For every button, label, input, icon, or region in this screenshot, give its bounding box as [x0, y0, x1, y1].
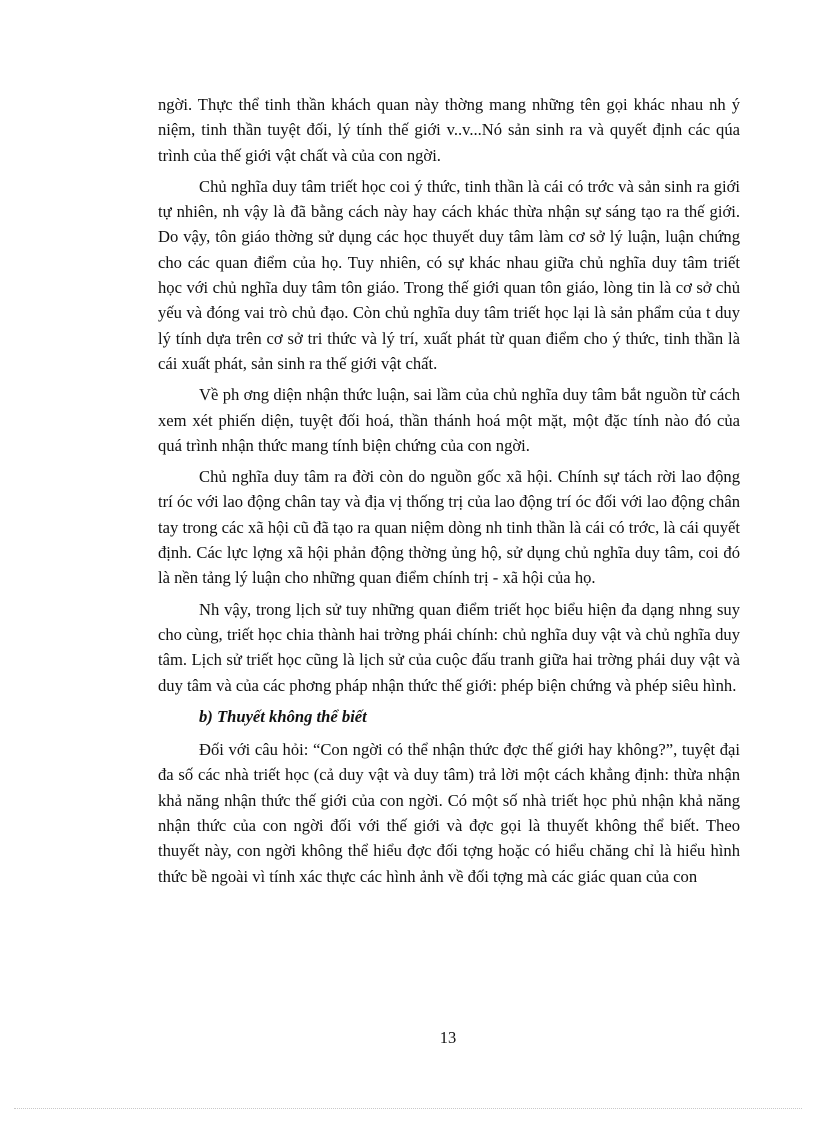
paragraph-philosophical-idealism: Chủ nghĩa duy tâm triết học coi ý thức, tinh thần là cái có trớc và sản sinh ra giới tự nhiên, nh vậy là đã bằng cách này hay cách khác thừa nhận sự sáng tạo ra thế giới. Do vậy, tôn giáo thờng sử dụng các học thuyết duy tâm làm cơ sở lý luận, luận chứng cho các quan điểm của họ. Tuy nhiên, có sự khác nhau giữa chủ nghĩa duy tâm triết học với chủ nghĩa duy tâm tôn giáo. Trong thế giới quan tôn giáo, lòng tin là cơ sở chủ yếu và đóng vai trò chủ đạo. Còn chủ nghĩa duy tâm triết học lại là sản phẩm của t duy lý tính dựa trên cơ sở tri thức và lý trí, xuất phát từ quan điểm cho ý thức, tinh thần là cái xuất phát, sản sinh ra thế giới vật chất. [158, 176, 740, 373]
page-number: 13 [439, 1028, 457, 1047]
paragraph-agnosticism: Đối với câu hỏi: “Con ngời có thể nhận thức đợc thế giới hay không?”, tuyệt đại đa số các nhà triết học (cả duy vật và duy tâm) trả lời một cách khẳng định: thừa nhận khả năng nhận thức thế giới của con ngời. Có một số nhà triết học phủ nhận khả năng nhận thức của con ngời đối với thế giới và đợc gọi là thuyết không thể biết. Theo thuyết này, con ngời không thể hiểu đợc đối tợng hoặc có hiểu chăng chỉ là hiểu hình thức bề ngoài vì tính xác thực các hình ảnh về đối tợng mà các giác quan của con [158, 740, 740, 886]
section-heading: b) Thuyết không thể biết [199, 706, 367, 726]
paragraph-history-summary: Nh vậy, trong lịch sử tuy những quan điểm triết học biểu hiện đa dạng nhng suy cho cùng, triết học chia thành hai trờng phái chính: chủ nghĩa duy vật và chủ nghĩa duy tâm. Lịch sử triết học cũng là lịch sử của cuộc đấu tranh giữa hai trờng phái duy vật và duy tâm và của các phơng pháp nhận thức thế giới: phép biện chứng và phép siêu hình. [158, 599, 740, 695]
paragraph-intro-continuation: ngời. Thực thể tinh thần khách quan này thờng mang những tên gọi khác nhau nh ý niệm, tinh thần tuyệt đối, lý tính thế giới v..v...Nó sản sinh ra và quyết định các qúa trình của thế giới vật chất và của con ngời. [158, 95, 740, 165]
page-bottom-divider [14, 1108, 802, 1109]
paragraph-epistemological-roots: Về ph ơng diện nhận thức luận, sai lầm của chủ nghĩa duy tâm bắt nguồn từ cách xem xét phiến diện, tuyệt đối hoá, thần thánh hoá một mặt, một đặc tính nào đó của quá trình nhận thức mang tính biện chứng của con ngời. [158, 385, 740, 455]
paragraph-social-roots: Chủ nghĩa duy tâm ra đời còn do nguồn gốc xã hội. Chính sự tách rời lao động trí óc với lao động chân tay và địa vị thống trị của lao động trí óc đối với lao động chân tay trong các xã hội cũ đã tạo ra quan niệm dòng nh tinh thần là cái có trớc, là cái quyết định. Các lực lợng xã hội phản động thờng ủng hộ, sử dụng chủ nghĩa duy tâm, coi đó là nền tảng lý luận cho những quan điểm chính trị - xã hội của họ. [158, 467, 740, 588]
document-page-body [158, 92, 740, 895]
